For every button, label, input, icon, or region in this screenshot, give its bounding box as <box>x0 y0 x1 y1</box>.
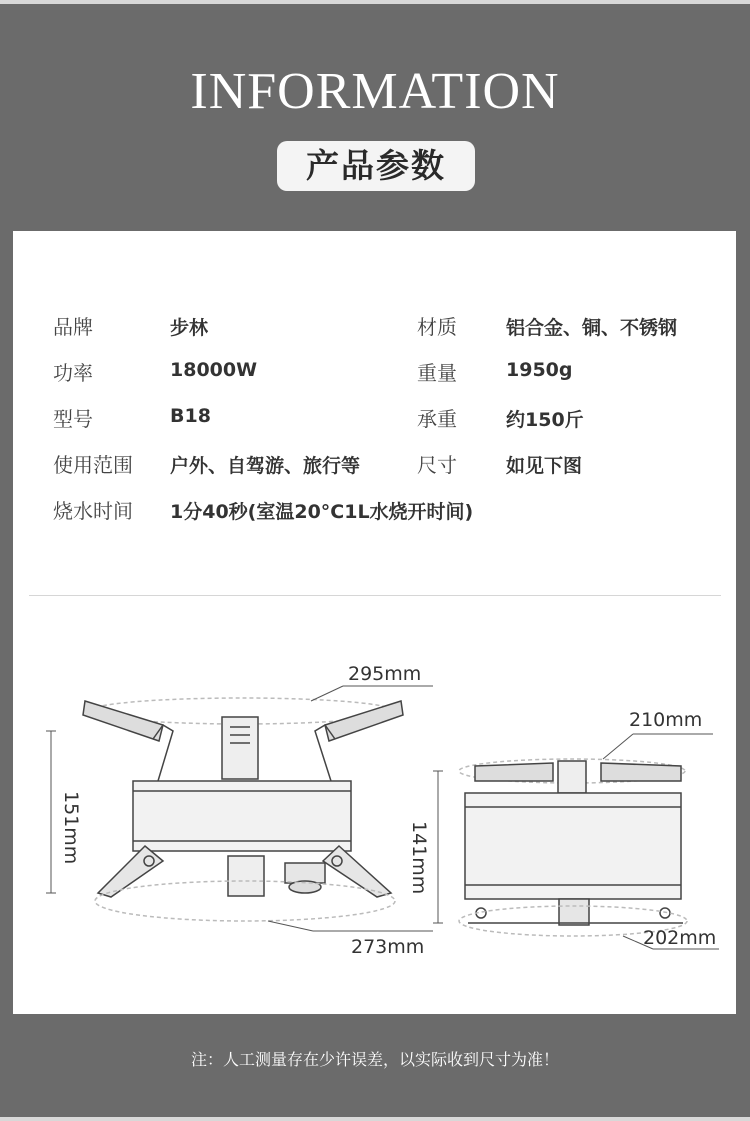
spec-value: 铝合金、铜、不锈钢 <box>506 317 678 339</box>
stove-dimension-diagram <box>13 631 736 1011</box>
spec-label: 重量 <box>417 361 457 385</box>
front-bottom-width-label: 273mm <box>351 936 425 958</box>
top-frame-line <box>0 0 750 4</box>
spec-label: 材质 <box>417 315 457 339</box>
page-title: INFORMATION <box>190 63 560 120</box>
spec-value: 步林 <box>170 317 209 339</box>
stove-front-view <box>83 698 403 921</box>
spec-value: 户外、自驾游、旅行等 <box>170 455 361 477</box>
spec-label: 品牌 <box>53 315 93 339</box>
spec-label: 型号 <box>53 407 93 431</box>
spec-value: 18000W <box>170 359 258 381</box>
spec-label: 承重 <box>417 407 457 431</box>
spec-label: 尺寸 <box>417 453 457 477</box>
spec-panel <box>13 231 736 1014</box>
section-divider <box>29 595 721 596</box>
front-height-label: 151mm <box>60 791 82 865</box>
spec-label: 烧水时间 <box>53 499 133 523</box>
front-top-width-label: 295mm <box>348 663 422 685</box>
subtitle-badge <box>277 141 475 191</box>
spec-label: 使用范围 <box>53 453 133 477</box>
side-bottom-width-label: 202mm <box>643 927 717 949</box>
spec-label: 功率 <box>53 361 93 385</box>
spec-value: B18 <box>170 405 211 427</box>
spec-value: 1分40秒(室温20°C1L水烧开时间) <box>170 501 474 523</box>
stove-side-view <box>459 759 687 936</box>
side-height-label: 141mm <box>408 821 430 895</box>
spec-value: 1950g <box>506 359 573 381</box>
spec-value: 约150斤 <box>506 409 584 431</box>
bottom-frame-line <box>0 1117 750 1121</box>
spec-value: 如见下图 <box>506 455 583 477</box>
footer-note: 注：人工测量存在少许误差，以实际收到尺寸为准！ <box>190 1050 559 1069</box>
subtitle: 产品参数 <box>306 146 446 185</box>
side-top-width-label: 210mm <box>629 709 703 731</box>
